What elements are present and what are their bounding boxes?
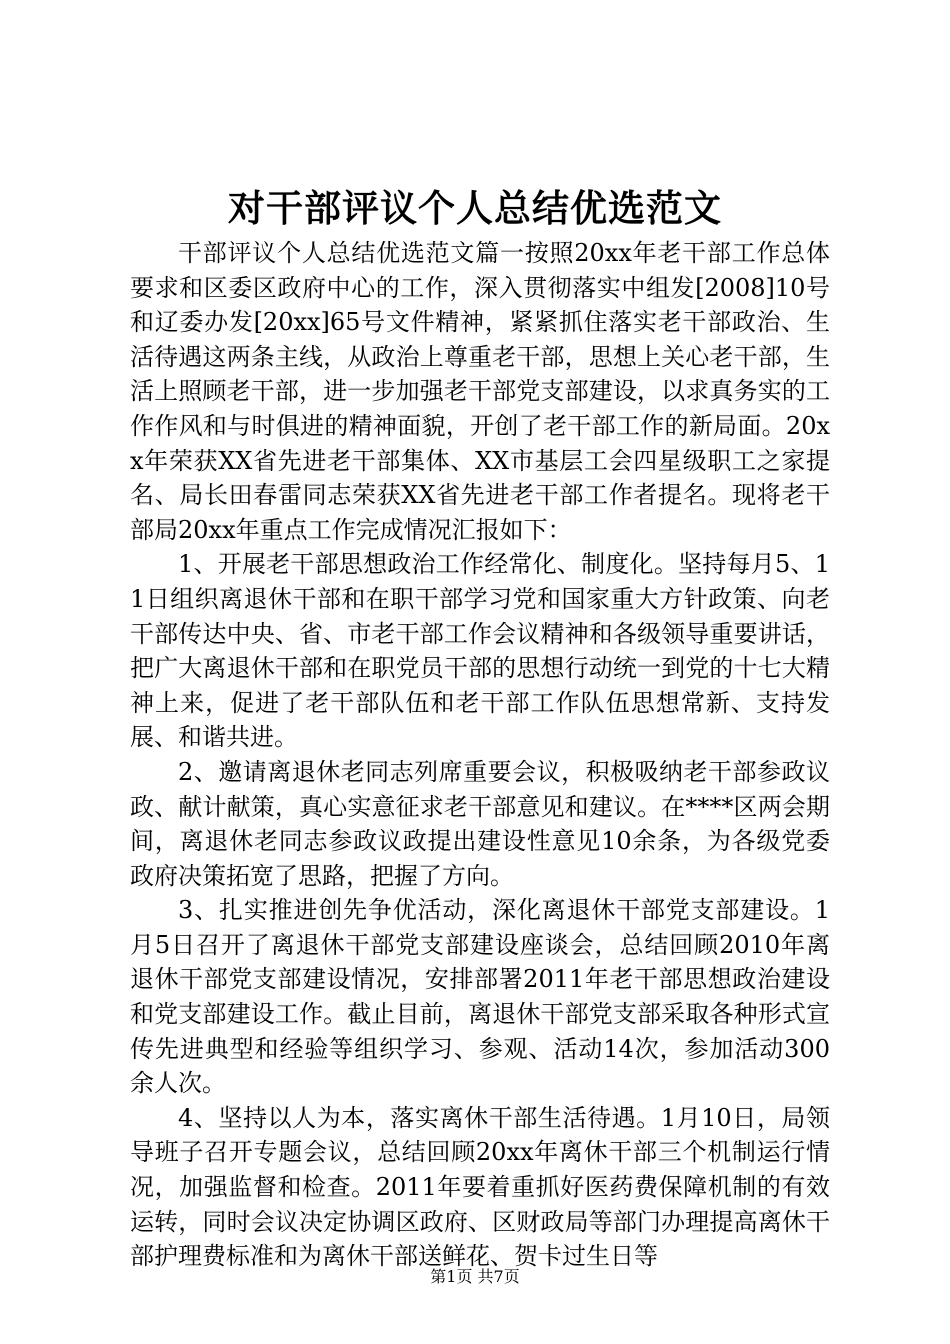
paragraph-intro: 干部评议个人总结优选范文篇一按照20xx年老干部工作总体要求和区委区政府中心的工作，深入贯彻落实中组发[2008]10号和辽委办发[20xx]65号文件精神，紧紧抓住落实老干部政治、生活待遇这两条主线，从政治上尊重老干部，思想上关心老干部，生活上照顾老干部，进一步加强老干部党支部建设，以求真务实的工作作风和与时俱进的精神面貌，开创了老干部工作的新局面。20xx年荣获XX省先进老干部集体、XX市基层工会四星级职工之家提名、局长田春雷同志荣获XX省先进老干部工作者提名。现将老干部局20xx年重点工作完成情况汇报如下： (130, 239, 830, 544)
paragraph-item-4: 4、坚持以人为本，落实离休干部生活待遇。1月10日，局领导班子召开专题会议，总结回顾20xx年离休干部三个机制运行情况，加强监督和检查。2011年要着重抓好医药费保障机制的有效运转，同时会议决定协调区政府、区财政局等部门办理提高离休干部护理费标准和为离休干部送鲜花、贺卡过生日等 (130, 1103, 830, 1271)
document-title: 对干部评议个人总结优选范文 (228, 186, 722, 230)
document-body (130, 236, 830, 1274)
page-number-footer: 第1页 共7页 (430, 1267, 520, 1286)
paragraph-item-3: 3、扎实推进创先争优活动，深化离退休干部党支部建设。1月5日召开了离退休干部党支部建设座谈会，总结回顾2010年离退休干部党支部建设情况，安排部署2011年老干部思想政治建设和党支部建设工作。截止目前，离退休干部党支部采取各种形式宣传先进典型和经验等组织学习、参观、活动14次，参加活动300余人次。 (130, 896, 830, 1098)
paragraph-item-2: 2、邀请离退休老同志列席重要会议，积极吸纳老干部参政议政、献计献策，真心实意征求老干部意见和建议。在****区两会期间，离退休老同志参政议政提出建设性意见10余条，为各级党委政府决策拓宽了思路，把握了方向。 (130, 757, 830, 890)
paragraph-item-1: 1、开展老干部思想政治工作经常化、制度化。坚持每月5、11日组织离退休干部和在职干部学习党和国家重大方针政策、向老干部传达中央、省、市老干部工作会议精神和各级领导重要讲话，把广大离退休干部和在职党员干部的思想行动统一到党的十七大精神上来，促进了老干部队伍和老干部工作队伍思想常新、支持发展、和谐共进。 (130, 550, 830, 752)
